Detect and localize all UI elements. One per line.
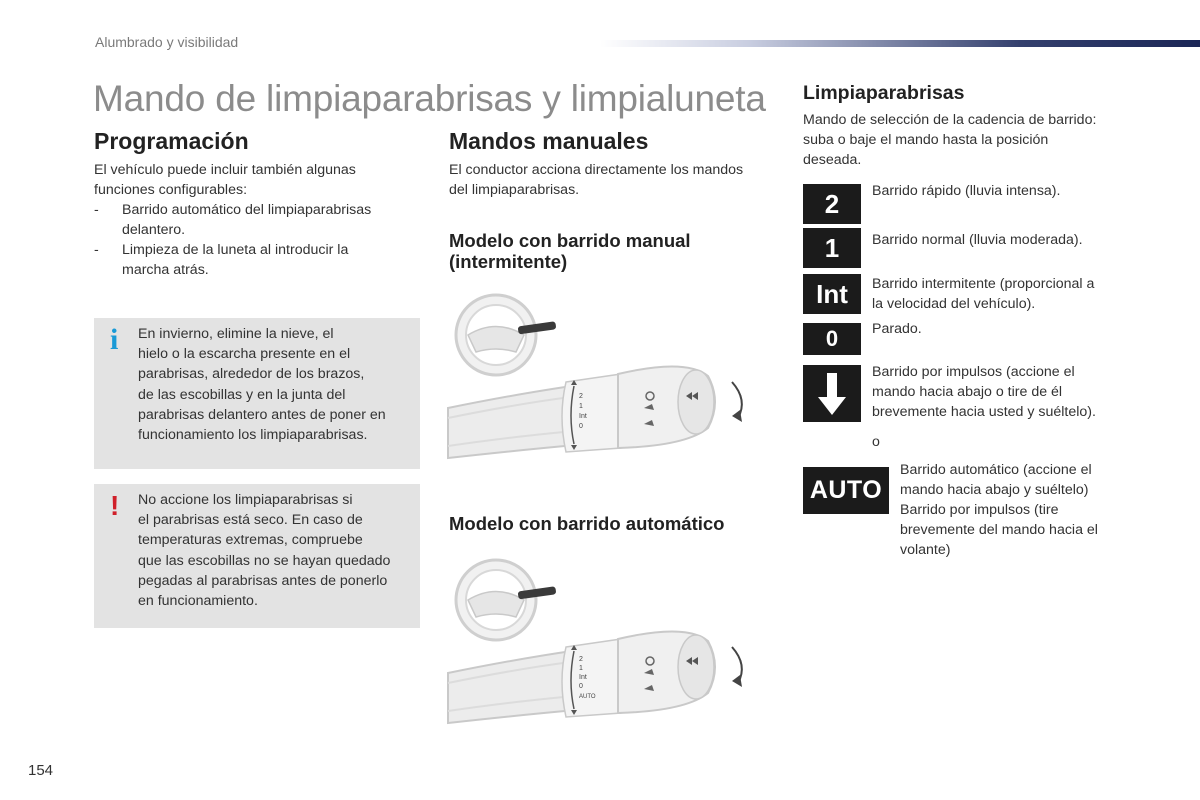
position-line: Barrido por impulsos (tire	[900, 502, 1059, 518]
symbol-pulse	[803, 365, 861, 422]
stalk-position-label: 2	[579, 656, 583, 663]
bullet-text: Limpieza de la luneta al introducir la	[122, 242, 349, 258]
info-icon: i	[110, 323, 119, 356]
note-line: No accione los limpiaparabrisas si	[138, 492, 353, 508]
position-1-text	[872, 230, 1083, 250]
bullet-dash: -	[94, 242, 99, 258]
programacion-title: Programación	[94, 128, 249, 154]
note-line: funcionamiento los limpiaparabrisas.	[138, 427, 368, 444]
intro-line: Mando de selección de la cadencia de barrido:	[803, 112, 1097, 128]
steering-wheel-icon	[456, 295, 556, 375]
stalk-position-label: 2	[579, 393, 583, 400]
stalk-position-label: Int	[579, 674, 587, 681]
position-line: mando hacia abajo o tire de él	[872, 384, 1063, 400]
manuales-title: Mandos manuales	[449, 128, 649, 154]
position-line: brevemente hacia usted y suéltelo).	[872, 404, 1096, 420]
position-auto-text	[900, 460, 1098, 560]
position-line: la velocidad del vehículo).	[872, 296, 1036, 312]
symbol-speed-2: 2	[803, 184, 861, 224]
wiper-stalk-manual-illustration	[446, 290, 766, 470]
note-line: pegadas al parabrisas antes de ponerlo	[138, 572, 388, 589]
position-line: Parado.	[872, 321, 922, 337]
position-line: Barrido automático (accione el	[900, 462, 1092, 478]
stalk-position-label: 1	[579, 403, 583, 410]
note-line: temperaturas extremas, compruebe	[138, 532, 363, 549]
intro-line: suba o baje el mando hasta la posición	[803, 132, 1049, 148]
wiper-stalk-icon	[448, 631, 715, 723]
programacion-list	[94, 200, 414, 280]
position-line: mando hacia abajo y suéltelo)	[900, 482, 1089, 498]
auto-model-title: Modelo con barrido automático	[449, 513, 725, 534]
stalk-position-label: Int	[579, 413, 587, 420]
programacion-intro: El vehículo puede incluir también algunas funciones configurables:	[94, 162, 356, 198]
position-line: Barrido normal (lluvia moderada).	[872, 232, 1083, 248]
warning-icon: !	[110, 490, 120, 521]
stalk-position-label: 1	[579, 665, 583, 672]
position-int-text	[872, 274, 1094, 314]
rotate-arrow-icon	[732, 647, 742, 687]
intro-line: deseada.	[803, 152, 862, 168]
programacion-body	[94, 160, 414, 280]
manual-model-title	[449, 230, 691, 272]
note-line: que las escobillas no se hayan quedado	[138, 552, 391, 569]
position-0-text	[872, 319, 922, 339]
section-header: Alumbrado y visibilidad	[95, 34, 239, 50]
page-title: Mando de limpiaparabrisas y limpialuneta	[93, 78, 766, 119]
note-line: hielo o la escarcha presente en el	[138, 346, 351, 363]
info-note-text	[138, 324, 416, 445]
limpiaparabrisas-title: Limpiaparabrisas	[803, 82, 965, 104]
warning-note-text	[138, 490, 416, 611]
symbol-off: 0	[803, 323, 861, 355]
header-bar	[600, 40, 1200, 47]
manuales-line: del limpiaparabrisas.	[449, 182, 580, 198]
warning-note	[94, 484, 420, 628]
manuales-body	[449, 160, 779, 200]
position-2-text	[872, 181, 1060, 201]
bullet-text: delantero.	[122, 222, 186, 238]
wiper-stalk-auto-illustration	[446, 555, 766, 735]
steering-wheel-icon	[456, 560, 556, 640]
position-line: Barrido rápido (lluvia intensa).	[872, 183, 1061, 199]
symbol-auto: AUTO	[803, 467, 889, 514]
bullet-dash: -	[94, 202, 99, 218]
rotate-arrow-icon	[732, 382, 742, 422]
page-number: 154	[28, 762, 54, 779]
list-item	[94, 240, 414, 280]
stalk-position-label: AUTO	[579, 694, 596, 700]
wiper-stalk-icon	[448, 366, 715, 458]
limpiaparabrisas-intro	[803, 110, 1143, 170]
or-text: o	[872, 434, 880, 450]
note-line: de las escobillas y en la junta del	[138, 386, 346, 403]
bullet-text: Barrido automático del limpiaparabrisas	[122, 202, 372, 218]
note-line: parabrisas, alrededor de los brazos,	[138, 366, 365, 383]
position-line: Barrido intermitente (proporcional a	[872, 276, 1095, 292]
symbol-int: Int	[803, 274, 861, 314]
position-line: volante)	[900, 542, 951, 558]
info-note	[94, 318, 420, 469]
position-line: brevemente del mando hacia el	[900, 522, 1098, 538]
symbol-speed-1: 1	[803, 228, 861, 268]
bullet-text: marcha atrás.	[122, 262, 209, 278]
note-line: parabrisas delantero antes de poner en	[138, 406, 386, 423]
manuales-line: El conductor acciona directamente los mandos	[449, 162, 744, 178]
arrow-down-icon	[812, 369, 852, 419]
position-pulse-text	[872, 362, 1096, 422]
note-line: En invierno, elimine la nieve, el	[138, 326, 334, 342]
note-line: el parabrisas está seco. En caso de	[138, 512, 363, 529]
note-line: en funcionamiento.	[138, 593, 258, 610]
stalk-position-label: 0	[579, 423, 583, 430]
stalk-position-label: 0	[579, 683, 583, 690]
list-item	[94, 200, 414, 240]
manual-model-title-line: Modelo con barrido manual	[449, 230, 691, 251]
position-line: Barrido por impulsos (accione el	[872, 364, 1075, 380]
manual-model-title-line: (intermitente)	[449, 251, 568, 272]
